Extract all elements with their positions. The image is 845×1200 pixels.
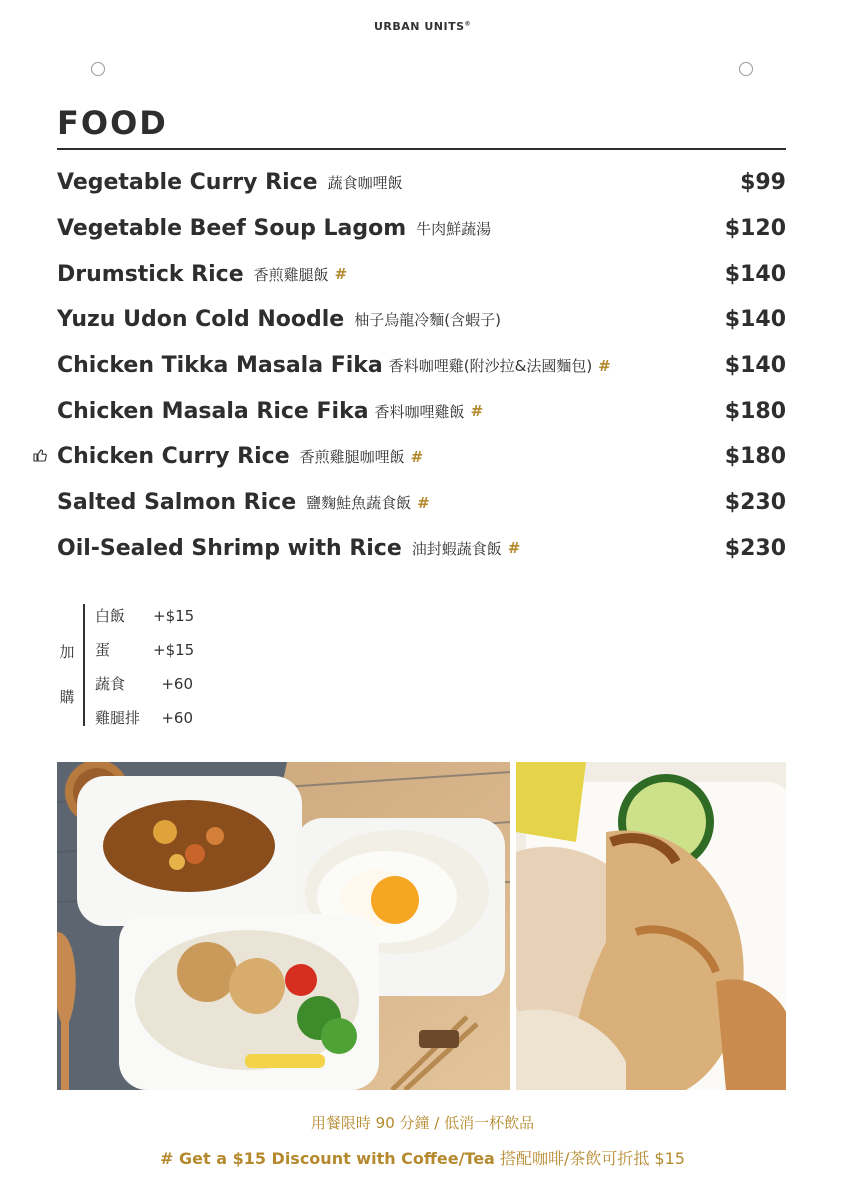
item-name-en: Oil-Sealed Shrimp with Rice (57, 535, 402, 561)
item-name-zh: 香料咖哩雞飯 (374, 402, 465, 421)
brand-name: URBAN UNITS (374, 20, 465, 33)
item-name-zh: 油封蝦蔬食飯 (411, 539, 502, 558)
thumbs-up-icon (33, 448, 47, 466)
section-title: FOOD (57, 104, 168, 142)
discount-tag: # (417, 493, 430, 512)
addon-row (95, 605, 193, 626)
item-name-zh: 柚子烏龍冷麵(含蝦子) (354, 311, 501, 330)
discount-tag: # (410, 447, 424, 466)
addon-price: +$15 (153, 641, 195, 659)
item-name-zh: 香料咖哩雞(附沙拉&法國麵包) (388, 357, 593, 376)
item-name-en: Chicken Curry Rice (57, 444, 290, 470)
addon-price: +60 (161, 675, 193, 693)
addon-label (55, 630, 79, 720)
addon-price: +$15 (153, 607, 195, 625)
menu-item (57, 206, 786, 252)
item-name-en: Vegetable Beef Soup Lagom (57, 216, 407, 242)
item-name-zh: 香煎雞腿飯 (253, 265, 329, 284)
brand-mark: ® (464, 20, 471, 28)
item-price: $140 (724, 353, 786, 379)
menu-item (57, 388, 786, 434)
addon-price: +60 (161, 709, 193, 727)
addon-row (95, 673, 193, 694)
binder-hole-right (739, 62, 753, 76)
menu-list (57, 160, 786, 571)
menu-item (57, 160, 786, 206)
item-name-en: Vegetable Curry Rice (57, 170, 318, 196)
discount-note-zh: 搭配咖啡/茶飲可折抵 $15 (499, 1149, 685, 1168)
addon-name: 蔬食 (95, 675, 126, 693)
item-price: $180 (724, 444, 786, 470)
item-price: $180 (724, 398, 786, 424)
item-name-zh: 牛肉鮮蔬湯 (416, 220, 492, 239)
footer-notice: 用餐限時 90 分鐘 / 低消一杯飲品 (310, 1114, 535, 1132)
item-price: $230 (724, 535, 786, 561)
addon-name: 雞腿排 (95, 709, 141, 727)
binder-hole-left (91, 62, 105, 76)
footer-discount (0, 1146, 845, 1169)
item-name-en: Chicken Tikka Masala Fika (57, 353, 383, 379)
item-name-en: Salted Salmon Rice (57, 490, 297, 516)
item-price: $140 (724, 261, 786, 287)
food-photo-chicken-closeup (516, 762, 786, 1090)
discount-tag: # (507, 539, 521, 558)
menu-item (57, 434, 786, 480)
addon-name: 蛋 (95, 641, 111, 659)
discount-tag: # (470, 402, 484, 421)
item-price: $230 (724, 490, 786, 516)
menu-item (57, 480, 786, 526)
discount-note-en: # Get a $15 Discount with Coffee/Tea (160, 1149, 495, 1168)
item-name-en: Yuzu Udon Cold Noodle (57, 307, 345, 333)
menu-item (57, 251, 786, 297)
addon-divider (83, 604, 85, 726)
menu-item (57, 526, 786, 572)
addon-label-char: 加 (59, 643, 75, 661)
food-photo-bowls (57, 762, 510, 1090)
brand-logo (0, 20, 845, 33)
item-price: $99 (740, 170, 786, 196)
item-name-zh: 鹽麴鮭魚蔬食飯 (306, 494, 412, 513)
item-price: $120 (724, 216, 786, 242)
section-divider (57, 148, 786, 150)
discount-tag: # (334, 265, 348, 284)
addon-row (95, 707, 193, 728)
menu-item (57, 343, 786, 389)
item-price: $140 (724, 307, 786, 333)
item-name-zh: 香煎雞腿咖哩飯 (299, 448, 405, 467)
addon-label-char: 購 (59, 688, 75, 706)
item-name-zh: 蔬食咖哩飯 (327, 174, 403, 193)
discount-tag: # (598, 356, 611, 375)
addon-name: 白飯 (95, 607, 126, 625)
menu-item (57, 297, 786, 343)
item-name-en: Drumstick Rice (57, 261, 244, 287)
addon-row (95, 639, 193, 660)
item-name-en: Chicken Masala Rice Fika (57, 398, 369, 424)
